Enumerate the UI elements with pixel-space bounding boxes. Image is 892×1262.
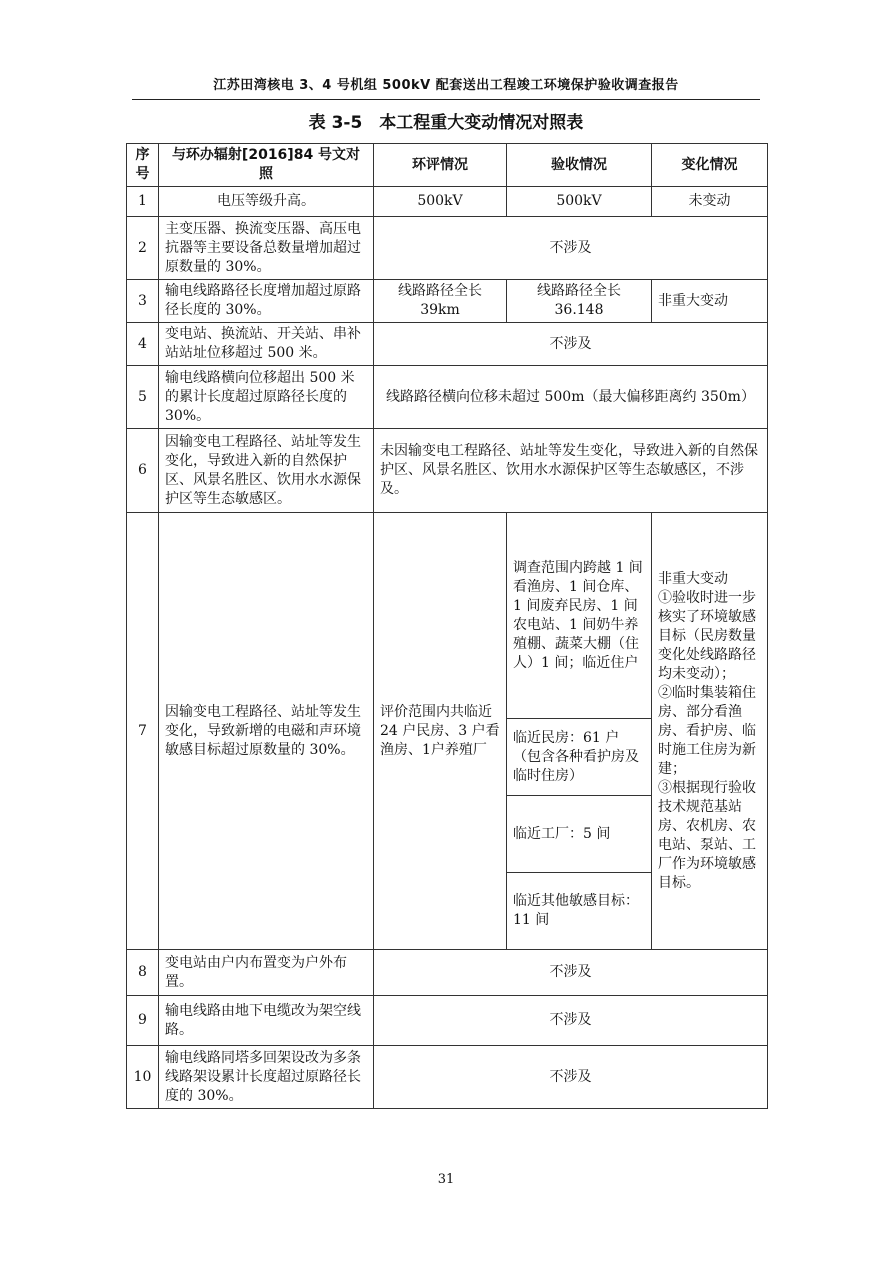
row-item: 输电线路由地下电缆改为架空线路。 [159,996,374,1046]
col-header-accept: 验收情况 [507,144,652,187]
table-row [127,513,768,719]
table-row [127,1046,768,1109]
col-header-eia: 环评情况 [374,144,507,187]
row-item: 因输变电工程路径、站址等发生变化，导致进入新的自然保护区、风景名胜区、饮用水水源保护区等生态敏感区。 [159,429,374,513]
row-eia: 评价范围内共临近 24 户民房、3 户看渔房、1户养殖厂 [374,513,507,950]
row-item: 主变压器、换流变压器、高压电抗器等主要设备总数量增加超过原数量的 30%。 [159,217,374,280]
row-merged: 未因输变电工程路径、站址等发生变化，导致进入新的自然保护区、风景名胜区、饮用水水源保护区等生态敏感区，不涉及。 [374,429,768,513]
table-row [127,366,768,429]
row-accept: 线路路径全长 36.148 [507,280,652,323]
row-no: 10 [127,1046,159,1109]
row-merged: 不涉及 [374,996,768,1046]
table-row [127,323,768,366]
col-header-change: 变化情况 [652,144,768,187]
change-comparison-table [126,143,768,1109]
row-merged: 不涉及 [374,950,768,996]
row-change: 未变动 [652,187,768,217]
row-change: 非重大变动 ①验收时进一步核实了环境敏感目标（民房数量变化处线路路径均未变动）； ②临时集装箱住房、部分看渔房、看护房、临时施工住房为新建； ③根据现行验收技术规范基站房、农机房、农电站、泵站、工厂作为环境敏感目标。 [652,513,768,950]
row-accept: 500kV [507,187,652,217]
row-accept-part: 临近其他敏感目标：11 间 [507,873,652,950]
row-item: 输电线路横向位移超出 500 米的累计长度超过原路径长度的 30%。 [159,366,374,429]
table-row [127,996,768,1046]
row-item: 电压等级升高。 [159,187,374,217]
row-no: 1 [127,187,159,217]
table-row [127,187,768,217]
col-header-item: 与环办辐射[2016]84 号文对照 [159,144,374,187]
row-eia: 线路路径全长 39km [374,280,507,323]
row-item: 因输变电工程路径、站址等发生变化，导致新增的电磁和声环境敏感目标超过原数量的 30%。 [159,513,374,950]
row-change: 非重大变动 [652,280,768,323]
row-no: 4 [127,323,159,366]
table-header-row [127,144,768,187]
row-merged: 不涉及 [374,323,768,366]
col-header-no: 序号 [127,144,159,187]
row-no: 2 [127,217,159,280]
table-row [127,429,768,513]
row-no: 9 [127,996,159,1046]
row-no: 7 [127,513,159,950]
row-item: 变电站由户内布置变为户外布置。 [159,950,374,996]
row-accept-part: 调查范围内跨越 1 间看渔房、1 间仓库、1 间废弃民房、1 间农电站、1 间奶牛养殖棚、蔬菜大棚（住人）1 间；临近住户 [507,513,652,719]
table-row [127,217,768,280]
row-no: 6 [127,429,159,513]
row-item: 变电站、换流站、开关站、串补站站址位移超过 500 米。 [159,323,374,366]
table-title: 表 3-5 本工程重大变动情况对照表 [308,113,584,133]
row-accept-part: 临近民房：61 户（包含各种看护房及临时住房） [507,719,652,796]
row-no: 3 [127,280,159,323]
running-header: 江苏田湾核电 3、4 号机组 500kV 配套送出工程竣工环境保护验收调查报告 [213,78,679,93]
page-number: 31 [437,1172,455,1187]
row-merged: 不涉及 [374,217,768,280]
row-eia: 500kV [374,187,507,217]
row-accept-part: 临近工厂：5 间 [507,796,652,873]
row-merged: 不涉及 [374,1046,768,1109]
row-no: 8 [127,950,159,996]
row-item: 输电线路路径长度增加超过原路径长度的 30%。 [159,280,374,323]
table-row [127,950,768,996]
row-item: 输电线路同塔多回架设改为多条线路架设累计长度超过原路径长度的 30%。 [159,1046,374,1109]
row-merged: 线路路径横向位移未超过 500m（最大偏移距离约 350m） [374,366,768,429]
header-rule [132,99,760,100]
row-no: 5 [127,366,159,429]
table-row [127,280,768,323]
